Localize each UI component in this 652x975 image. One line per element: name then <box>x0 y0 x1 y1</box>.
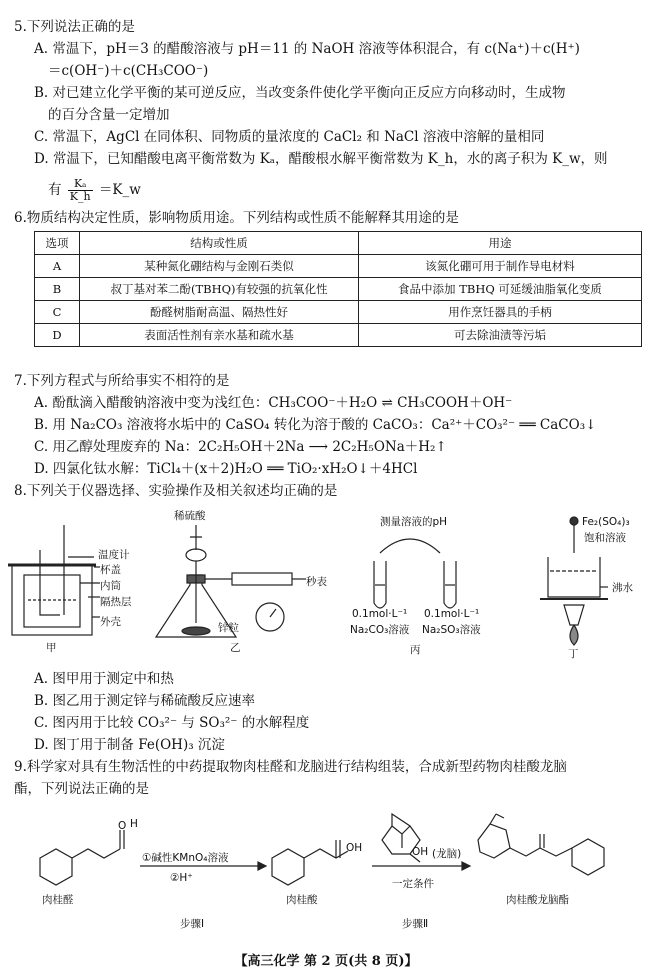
label-lid: 杯盖 <box>100 564 121 576</box>
product-label: 肉桂酸龙脑酯 <box>506 894 569 906</box>
table-row <box>35 324 642 347</box>
step1-condition-1: ①碱性KMnO₄溶液 <box>142 852 229 864</box>
q8-option-a: A. 图甲用于测定中和热 <box>34 671 174 687</box>
table-cell: D <box>35 324 80 347</box>
table-cell: 食品中添加 TBHQ 可延缓油脂氧化变质 <box>359 278 642 301</box>
label-boiling-water: 沸水 <box>612 582 633 594</box>
step1-label: 步骤Ⅰ <box>180 918 205 930</box>
label-zinc: 锌粒 <box>218 622 239 634</box>
step2-condition: 一定条件 <box>392 878 434 890</box>
q8-option-c: C. 图丙用于比较 CO₃²⁻ 与 SO₃²⁻ 的水解程度 <box>34 715 310 731</box>
figure-bing-label: 丙 <box>410 644 421 656</box>
table-row <box>35 255 642 278</box>
step1-condition-2: ②H⁺ <box>170 872 193 884</box>
table-cell: 表面活性剂有亲水基和疏水基 <box>80 324 359 347</box>
q7-option-c: C. 用乙醇处理废弃的 Na：2C₂H₅OH＋2Na ⟶ 2C₂H₅ONa＋H₂↑ <box>34 439 447 455</box>
table-header-row <box>35 232 642 255</box>
q5-option-d: D. 常温下，已知醋酸电离平衡常数为 Kₐ，醋酸根水解平衡常数为 K_h，水的离子积为 K_w，则 <box>34 151 608 167</box>
q5-option-b-cont: 的百分含量一定增加 <box>48 107 170 123</box>
q9-stem: 9.科学家对具有生物活性的中药提取物肉桂醛和龙脑进行结构组装，合成新型药物肉桂酸龙脑 <box>14 759 567 775</box>
table-cell: 该氮化硼可用于制作导电材料 <box>359 255 642 278</box>
q5-d-numerator: Kₐ <box>68 178 93 191</box>
label-insulation: 隔热层 <box>100 596 132 608</box>
borneol-label: (龙脑) <box>432 848 462 860</box>
label-thermometer: 温度计 <box>98 549 130 561</box>
test-tubes-diagram <box>374 539 456 608</box>
q5-option-c: C. 常温下，AgCl 在同体积、同物质的量浓度的 CaCl₂ 和 NaCl 溶液中溶解的量相同 <box>34 129 545 145</box>
benzene-ring <box>40 849 72 885</box>
q7-option-a: A. 酚酞滴入醋酸钠溶液中变为浅红色：CH₃COO⁻＋H₂O ⇌ CH₃COOH＋OH⁻ <box>34 395 513 411</box>
q5-option-a-cont: ＝c(OH⁻)＋c(CH₃COO⁻) <box>48 63 209 79</box>
label-na2co3: Na₂CO₃溶液 <box>350 624 410 636</box>
label-shell: 外壳 <box>100 616 121 628</box>
table-cell: C <box>35 301 80 324</box>
q6-stem: 6.物质结构决定性质，影响物质用途。下列结构或性质不能解释其用途的是 <box>14 210 459 226</box>
label-na2so3: Na₂SO₃溶液 <box>422 624 481 636</box>
table-header: 结构或性质 <box>80 232 359 255</box>
label-stopwatch: 秒表 <box>306 576 327 588</box>
table-cell: 叔丁基对苯二酚(TBHQ)有较强的抗氧化性 <box>80 278 359 301</box>
q8-option-d: D. 图丁用于制备 Fe(OH)₃ 沉淀 <box>34 737 225 753</box>
label-na2so3-conc: 0.1mol·L⁻¹ <box>424 608 480 620</box>
calorimeter-diagram <box>8 525 100 635</box>
q8-apparatus-figures <box>0 505 652 685</box>
q7-stem: 7.下列方程式与所给事实不相符的是 <box>14 373 230 389</box>
step2-label: 步骤Ⅱ <box>402 918 429 930</box>
q5-d-fraction <box>68 178 93 203</box>
table-header: 选项 <box>35 232 80 255</box>
scheme-h-label: H <box>130 818 138 830</box>
q9-stem-cont: 酯，下列说法正确的是 <box>14 781 149 797</box>
label-na2co3-conc: 0.1mol·L⁻¹ <box>352 608 408 620</box>
cinnamic-acid-label: 肉桂酸 <box>286 894 318 906</box>
label-dilute-acid: 稀硫酸 <box>174 510 206 522</box>
figure-jia-label: 甲 <box>46 642 57 654</box>
table-cell: B <box>35 278 80 301</box>
q7-option-b: B. 用 Na₂CO₃ 溶液将水垢中的 CaSO₄ 转化为溶于酸的 CaCO₃：Ca²⁺＋CO₃²⁻ ══ CaCO₃↓ <box>34 417 597 433</box>
table-cell: A <box>35 255 80 278</box>
label-inner: 内筒 <box>100 580 121 592</box>
table-cell: 用作烹饪器具的手柄 <box>359 301 642 324</box>
borneol-oh-label: OH <box>412 846 429 858</box>
q5-stem: 5.下列说法正确的是 <box>14 19 135 35</box>
table-row <box>35 301 642 324</box>
benzene-ring <box>272 849 304 885</box>
label-measure-ph: 测量溶液的pH <box>380 516 448 528</box>
label-saturated: 饱和溶液 <box>584 532 626 544</box>
q5-option-a: A. 常温下，pH＝3 的醋酸溶液与 pH＝11 的 NaOH 溶液等体积混合，有 c(Na⁺)＋c(H⁺) <box>34 41 580 57</box>
q6-table <box>34 231 642 347</box>
q8-option-b: B. 图乙用于测定锌与稀硫酸反应速率 <box>34 693 256 709</box>
table-cell: 酚醛树脂耐高温、隔热性好 <box>80 301 359 324</box>
figure-yi-label: 乙 <box>230 642 241 654</box>
benzene-ring <box>572 839 604 875</box>
q9-reaction-scheme <box>0 800 652 940</box>
table-cell: 某种氮化硼结构与金刚石类似 <box>80 255 359 278</box>
q5-d-prefix: 有 <box>48 182 62 198</box>
q7-option-d: D. 四氯化钛水解：TiCl₄＋(x＋2)H₂O ══ TiO₂·xH₂O↓＋4HCl <box>34 461 418 477</box>
q5-d-denominator: K_h <box>69 190 91 203</box>
q8-stem: 8.下列关于仪器选择、实验操作及相关叙述均正确的是 <box>14 483 338 499</box>
table-cell: 可去除油渍等污垢 <box>359 324 642 347</box>
table-row <box>35 278 642 301</box>
cinnamaldehyde-label: 肉桂醛 <box>42 894 74 906</box>
page-footer: 【高三化学 第 2 页(共 8 页)】 <box>234 954 418 969</box>
table-header: 用途 <box>359 232 642 255</box>
label-fe2so43: Fe₂(SO₄)₃ <box>582 516 630 528</box>
q5-option-d-cont <box>48 178 141 203</box>
q5-d-suffix: ＝K_w <box>98 182 141 198</box>
q5-option-b: B. 对已建立化学平衡的某可逆反应，当改变条件使化学平衡向正反应方向移动时，生成物 <box>34 85 566 101</box>
acid-oh-label: OH <box>346 842 363 854</box>
figure-ding-label: 丁 <box>568 648 579 660</box>
scheme-o-label: O <box>118 820 127 832</box>
